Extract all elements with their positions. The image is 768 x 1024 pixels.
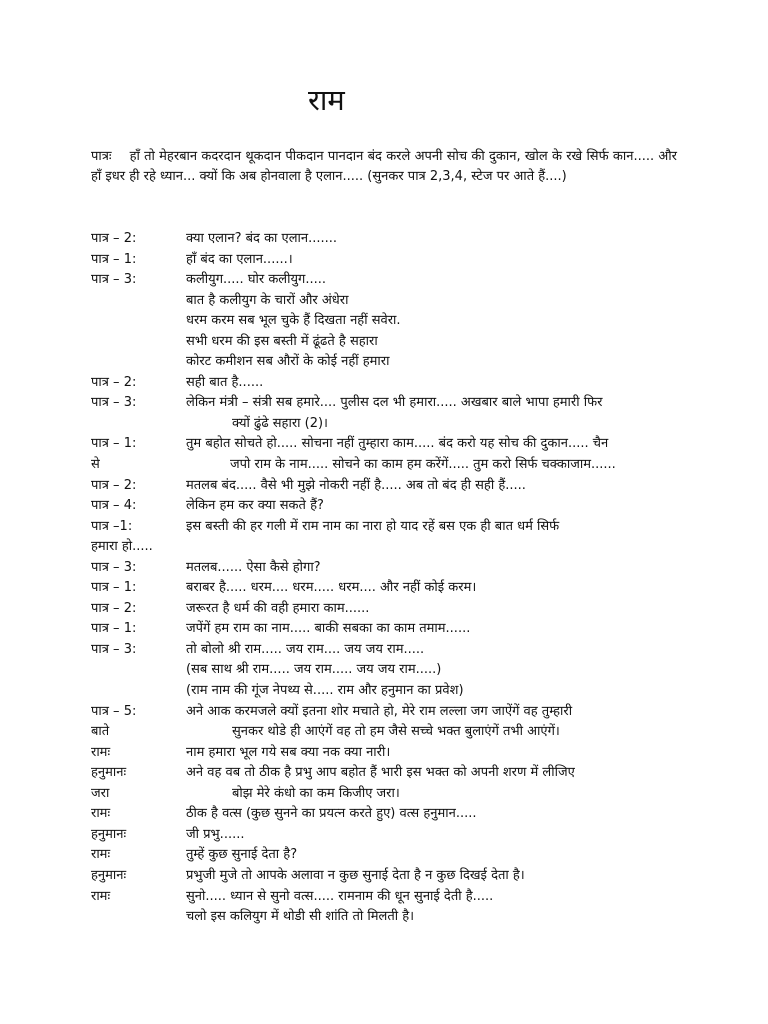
dialogue-line xyxy=(0,824,768,845)
speaker-label: पात्र – 3: xyxy=(91,272,137,288)
dialogue-line xyxy=(0,886,768,907)
dialogue-line xyxy=(0,906,768,927)
speaker-label: बाते xyxy=(91,724,110,740)
dialogue-line xyxy=(0,639,768,660)
speaker-label: पात्र – 1: xyxy=(91,436,137,452)
dialogue-line xyxy=(0,351,768,372)
document-title: राम xyxy=(308,83,345,117)
dialogue-text: (सब साथ श्री राम..... जय राम..... जय जय राम.....) xyxy=(186,662,442,678)
speaker-label: हनुमानः xyxy=(91,826,127,842)
dialogue-text: क्यों ढुंढे सहारा (2)। xyxy=(232,415,328,431)
speaker-label: जरा xyxy=(91,785,110,801)
speaker-label: से xyxy=(91,457,100,473)
dialogue-line xyxy=(0,249,768,270)
speaker-label: हमारा हो..... xyxy=(91,539,153,555)
dialogue-text: धरम करम सब भूल चुके हैं दिखता नहीं सवेरा. xyxy=(186,313,401,329)
dialogue-line xyxy=(0,536,768,557)
speaker-label: पात्र – 1: xyxy=(91,580,137,596)
dialogue-line xyxy=(0,762,768,783)
dialogue-line xyxy=(0,721,768,742)
dialogue-line xyxy=(0,310,768,331)
dialogue-line xyxy=(0,598,768,619)
speaker-label: पात्र – 1: xyxy=(91,621,137,637)
dialogue-text: बराबर है..... धरम.... धरम..... धरम.... और नहीं कोई करम। xyxy=(186,580,477,596)
dialogue-line xyxy=(0,372,768,393)
dialogue-line xyxy=(0,577,768,598)
intro-speaker: पात्रः xyxy=(91,149,112,164)
dialogue-text: मतलब...... ऐसा कैसे होगा? xyxy=(186,559,321,575)
dialogue-text: तो बोलो श्री राम..... जय राम.... जय जय राम..... xyxy=(186,641,425,657)
dialogue-text: अने आक करमजले क्यों इतना शोर मचाते हो, मेरे राम लल्ला जग जाऐंगें वह तुम्हारी xyxy=(186,703,573,719)
dialogue-text: लेकिन मंत्री – संत्री सब हमारे.... पुलीस दल भी हमारा..... अखबार बाले भापा हमारी फिर xyxy=(186,395,603,411)
dialogue-line xyxy=(0,742,768,763)
dialogue-text: लेकिन हम कर क्या सकते हैं? xyxy=(186,498,324,514)
speaker-label: हनुमानः xyxy=(91,867,127,883)
speaker-label: रामः xyxy=(91,744,111,760)
dialogue-line xyxy=(0,680,768,701)
dialogue-line xyxy=(0,290,768,311)
dialogue-text: बोझ मेरे कंधो का कम किजीए जरा। xyxy=(232,785,400,801)
speaker-label: रामः xyxy=(91,806,111,822)
dialogue-line xyxy=(0,557,768,578)
dialogue-line xyxy=(0,803,768,824)
dialogue-text: प्रभुजी मुजे तो आपके अलावा न कुछ सुनाई देता है न कुछ दिखई देता है। xyxy=(186,867,525,883)
dialogue-text: जरूरत है धर्म की वही हमारा काम...... xyxy=(186,600,370,616)
dialogue-text: चलो इस कलियुग में थोडी सी शांति तो मिलती है। xyxy=(186,909,415,925)
dialogue-line xyxy=(0,413,768,434)
dialogue-line xyxy=(0,701,768,722)
speaker-label: पात्र – 2: xyxy=(91,477,137,493)
dialogue-line xyxy=(0,392,768,413)
dialogue-line xyxy=(0,865,768,886)
dialogue-lines xyxy=(0,228,768,927)
dialogue-line xyxy=(0,844,768,865)
dialogue-text: हाँ बंद का एलान......। xyxy=(186,251,293,267)
speaker-label: हनुमानः xyxy=(91,765,127,781)
dialogue-text: अने वह वब तो ठीक है प्रभु आप बहोत हैं भारी इस भक्त को अपनी शरण में लीजिए xyxy=(186,765,575,781)
dialogue-line xyxy=(0,516,768,537)
dialogue-text: बात है कलीयुग के चारों और अंधेरा xyxy=(186,292,349,308)
dialogue-line xyxy=(0,454,768,475)
dialogue-text: मतलब बंद..... वैसे भी मुझे नोकरी नहीं है..... अब तो बंद ही सही हैं..... xyxy=(186,477,526,493)
speaker-label: पात्र – 2: xyxy=(91,231,137,246)
dialogue-line xyxy=(0,783,768,804)
dialogue-text: क्या एलान? बंद का एलान....... xyxy=(186,231,338,246)
speaker-label: पात्र – 2: xyxy=(91,374,137,390)
speaker-label: पात्र – 3: xyxy=(91,395,137,411)
dialogue-text: सही बात है...... xyxy=(186,374,264,390)
dialogue-text: कोरट कमीशन सब औरों के कोई नहीं हमारा xyxy=(186,354,390,370)
dialogue-text: सुनो..... ध्यान से सुनो वत्स..... रामनाम की धून सुनाई देती है..... xyxy=(186,888,494,904)
dialogue-line xyxy=(0,269,768,290)
speaker-label: पात्र – 1: xyxy=(91,251,137,267)
dialogue-text: जी प्रभु...... xyxy=(186,826,245,842)
dialogue-text: जपो राम के नाम..... सोचने का काम हम करेंगें..... तुम करो सिर्फ चक्काजाम...... xyxy=(230,457,616,473)
dialogue-text: कलीयुग..... घोर कलीयुग..... xyxy=(186,272,327,288)
dialogue-text: इस बस्ती की हर गली में राम नाम का नारा हो याद रहें बस एक ही बात धर्म सिर्फ xyxy=(186,518,560,534)
speaker-label: पात्र – 3: xyxy=(91,641,137,657)
dialogue-line xyxy=(0,495,768,516)
dialogue-line xyxy=(0,475,768,496)
speaker-label: पात्र – 5: xyxy=(91,703,137,719)
speaker-label: पात्र – 3: xyxy=(91,559,137,575)
speaker-label: पात्र – 2: xyxy=(91,600,137,616)
speaker-label: पात्र –1: xyxy=(91,518,133,534)
dialogue-text: तुम्हें कुछ सुनाई देता है? xyxy=(186,847,298,863)
dialogue-text: तुम बहोत सोचते हो..... सोचना नहीं तुम्हारा काम..... बंद करो यह सोच की दुकान..... चैन xyxy=(186,436,609,452)
dialogue-text: जपेंगें हम राम का नाम..... बाकी सबका का काम तमाम...... xyxy=(186,621,471,637)
speaker-label: पात्र – 4: xyxy=(91,498,137,514)
speaker-label: रामः xyxy=(91,847,111,863)
intro-text: हाँ तो मेहरबान कदरदान थूकदान पीकदान पानदान बंद करले अपनी सोच की दुकान, खोल के रखे सिर्फ कान..... और हाँ इधर ही रहे ध्यान... क्यों कि अब होनवाला है एलान..... (सुनकर पात्र 2,3,4, स्टेज पर आते हैं....) xyxy=(91,149,677,184)
dialogue-line xyxy=(0,433,768,454)
dialogue-line xyxy=(0,618,768,639)
speaker-label: रामः xyxy=(91,888,111,904)
dialogue-text: सभी धरम की इस बस्ती में ढूंढते है सहारा xyxy=(186,333,378,349)
dialogue-line xyxy=(0,659,768,680)
dialogue-text: नाम हमारा भूल गये सब क्या नक क्या नारी। xyxy=(186,744,391,760)
dialogue-line xyxy=(0,228,768,249)
dialogue-line xyxy=(0,331,768,352)
dialogue-text: ठीक है वत्स (कुछ सुनने का प्रयत्न करते हुए) वत्स हनुमान..... xyxy=(186,806,477,822)
dialogue-text: सुनकर थोडे ही आएंगें वह तो हम जैसे सच्चे भक्त बुलाएंगें तभी आएंगें। xyxy=(232,724,560,740)
dialogue-text: (राम नाम की गूंज नेपथ्य से..... राम और हनुमान का प्रवेश) xyxy=(186,683,464,699)
intro-paragraph xyxy=(91,147,677,187)
